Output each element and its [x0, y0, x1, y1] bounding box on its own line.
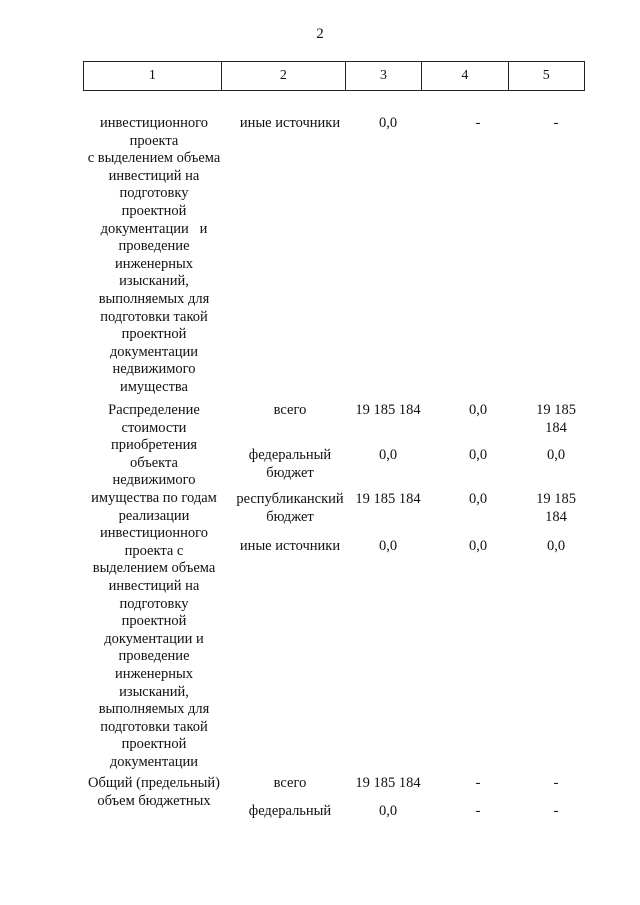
description-line: инвестиционного: [100, 115, 208, 131]
column-header-row: [84, 62, 585, 91]
value-line: 0,0: [546, 538, 566, 554]
description-line: проведение: [118, 238, 190, 255]
description-line: выполняемых для: [98, 290, 210, 307]
value-line: 184: [545, 508, 567, 525]
source-line: бюджет: [266, 464, 314, 481]
block3-row1-value-col4: -: [475, 803, 481, 819]
description-line: Распределение: [108, 402, 200, 418]
block3-row0-value-col3: 19 185 184: [355, 775, 421, 791]
description-line: с выделением объема: [87, 150, 221, 167]
description-line: подготовки такой: [100, 718, 208, 735]
block1-value-col3: 0,0: [378, 115, 398, 131]
source-line: бюджет: [266, 508, 314, 525]
description-line: проектной: [121, 326, 187, 343]
description-line: проектной: [121, 202, 187, 219]
column-header-5: 5: [508, 62, 584, 91]
block1-source: иные источники: [239, 115, 341, 131]
description-line: документации: [109, 753, 199, 770]
description-line: реализации: [118, 507, 190, 524]
block1-description: [80, 115, 228, 397]
block2-row1-value-col3: 0,0: [378, 447, 398, 463]
description-line: приобретения: [110, 437, 198, 454]
description-line: изысканий,: [119, 683, 189, 700]
description-line: инвестиций на: [108, 167, 200, 184]
description-line: подготовку: [119, 595, 189, 612]
description-line: инженерных: [115, 255, 193, 272]
description-line: проекта с: [124, 542, 184, 559]
block1-value-col5: -: [553, 115, 559, 131]
description-line: проведение: [118, 648, 190, 665]
description-line: недвижимого: [112, 361, 196, 378]
block2-row1-value-col5: [516, 447, 596, 465]
description-line: Общий (предельный): [88, 775, 220, 791]
block2-row3-value-col5: [516, 538, 596, 556]
block3-row0-value-col5: -: [553, 775, 559, 791]
block2-row1-value-col4: 0,0: [468, 447, 488, 463]
source-line: республиканский: [236, 491, 344, 507]
page-number: 2: [316, 26, 324, 42]
block1-value-col4: -: [475, 115, 481, 131]
block2-row0-value-col4: 0,0: [468, 402, 488, 418]
block2-row2-value-col3: 19 185 184: [355, 491, 421, 507]
block3-row1-value-col5: -: [553, 803, 559, 819]
description-line: имущества по годам: [91, 489, 217, 506]
block2-row1-source: [228, 447, 352, 482]
description-line: проектной: [121, 736, 187, 753]
description-line: имущества: [119, 378, 188, 395]
description-line: подготовку: [119, 185, 189, 202]
description-line: проектной: [121, 613, 187, 630]
block2-row0-source: [228, 402, 352, 420]
description-line: документации: [109, 343, 199, 360]
description-line: выполняемых для: [98, 701, 210, 718]
block2-description: [80, 402, 228, 771]
value-line: 19 185: [536, 491, 576, 507]
block3-row0-source: всего: [273, 775, 307, 791]
block2-row2-source: [228, 491, 352, 526]
description-line: объекта: [129, 454, 178, 471]
description-line: изысканий,: [119, 273, 189, 290]
description-line: подготовки такой: [100, 308, 208, 325]
value-line: 184: [545, 419, 567, 436]
description-line: недвижимого: [112, 472, 196, 489]
description-line: документации и: [100, 220, 208, 237]
description-line: инженерных: [115, 665, 193, 682]
value-line: 0,0: [546, 447, 566, 463]
column-header-2: 2: [221, 62, 345, 91]
column-header-3: 3: [345, 62, 421, 91]
source-line: федеральный: [248, 447, 332, 463]
description-line: инвестиционного: [100, 525, 208, 542]
column-header-4: 4: [422, 62, 508, 91]
description-line: выделением объема: [92, 560, 216, 577]
block2-row2-value-col5: [516, 491, 596, 526]
block2-row3-value-col3: 0,0: [378, 538, 398, 554]
column-header-table: [83, 61, 585, 91]
description-line: инвестиций на: [108, 577, 200, 594]
description-line: документации и: [104, 630, 204, 647]
block3-description: [80, 775, 228, 810]
column-header-1: 1: [84, 62, 222, 91]
block2-row3-value-col4: 0,0: [468, 538, 488, 554]
block3-row1-source: федеральный: [248, 803, 332, 819]
block2-row3-source: [228, 538, 352, 556]
description-line: объем бюджетных: [97, 792, 211, 809]
block3-row1-value-col3: 0,0: [378, 803, 398, 819]
block2-row2-value-col4: 0,0: [468, 491, 488, 507]
block3-row0-value-col4: -: [475, 775, 481, 791]
description-line: проекта: [129, 132, 179, 149]
block2-row0-value-col3: 19 185 184: [355, 402, 421, 418]
block2-row0-value-col5: [516, 402, 596, 437]
value-line: 19 185: [536, 402, 576, 418]
source-line: иные источники: [239, 538, 341, 554]
source-line: всего: [273, 402, 307, 418]
description-line: стоимости: [121, 419, 187, 436]
